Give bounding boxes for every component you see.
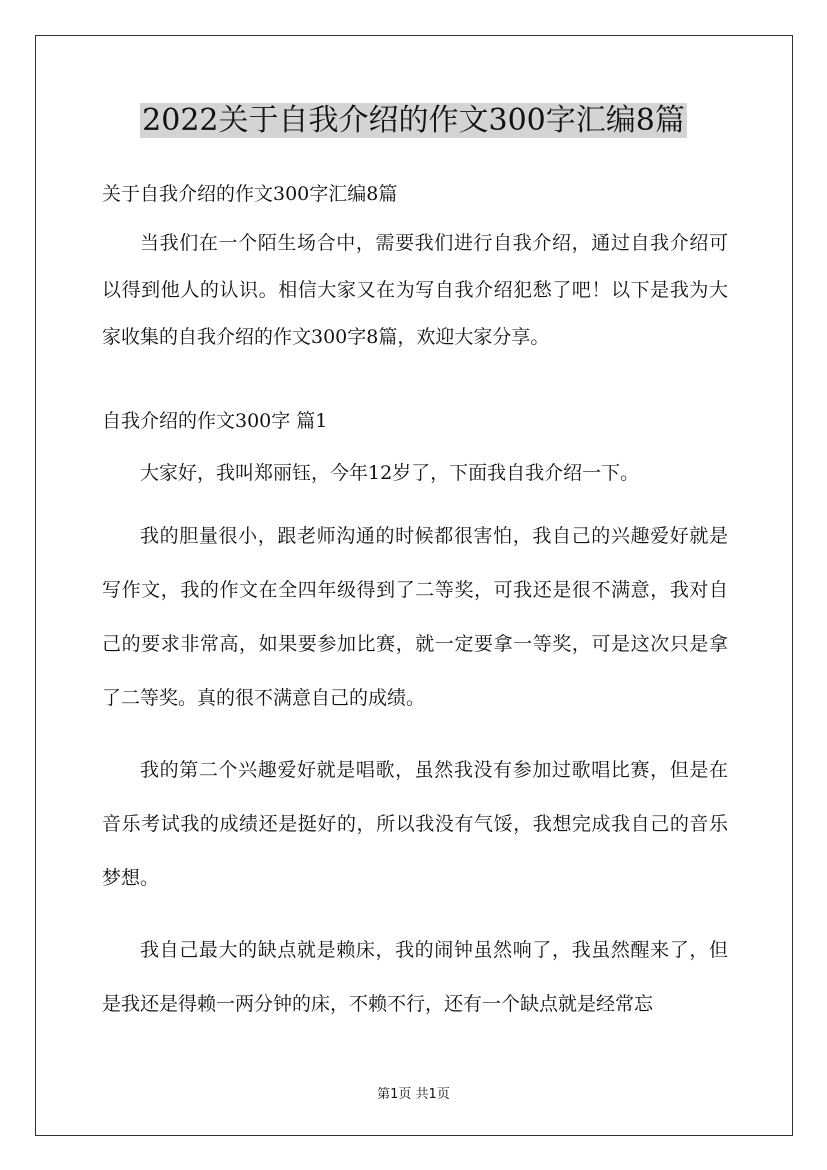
body-paragraph-4: 我自己最大的缺点就是赖床，我的闹钟虽然响了，我虽然醒来了，但是我还是得赖一两分钟的床，不赖不行，还有一个缺点就是经常忘 — [102, 939, 728, 1015]
body-paragraph-1: 大家好，我叫郑丽钰，今年12岁了，下面我自我介绍一下。 — [140, 462, 640, 484]
document-body — [102, 176, 728, 1049]
intro-paragraph: 当我们在一个陌生场合中，需要我们进行自我介绍，通过自我介绍可以得到他人的认识。相信大家又在为写自我介绍犯愁了吧！以下是我为大家收集的自我介绍的作文300字8篇，欢迎大家分享。 — [102, 232, 728, 348]
document-title-text: 2022关于自我介绍的作文300字汇编8篇 — [142, 103, 685, 138]
document-subtitle: 关于自我介绍的作文300字汇编8篇 — [102, 183, 398, 205]
body-paragraph-2: 我的胆量很小，跟老师沟通的时候都很害怕，我自己的兴趣爱好就是写作文，我的作文在全四年级得到了二等奖，可我还是很不满意，我对自己的要求非常高，如果要参加比赛，就一定要拿一等奖，可是这次只是拿了二等奖。真的很不满意自己的成绩。 — [102, 525, 728, 709]
section-heading: 自我介绍的作文300字 篇1 — [102, 410, 328, 432]
document-title — [0, 100, 827, 142]
body-paragraph-3: 我的第二个兴趣爱好就是唱歌，虽然我没有参加过歌唱比赛，但是在音乐考试我的成绩还是挺好的，所以我没有气馁，我想完成我自己的音乐梦想。 — [102, 759, 728, 889]
page-footer: 第1页 共1页 — [377, 1087, 450, 1102]
